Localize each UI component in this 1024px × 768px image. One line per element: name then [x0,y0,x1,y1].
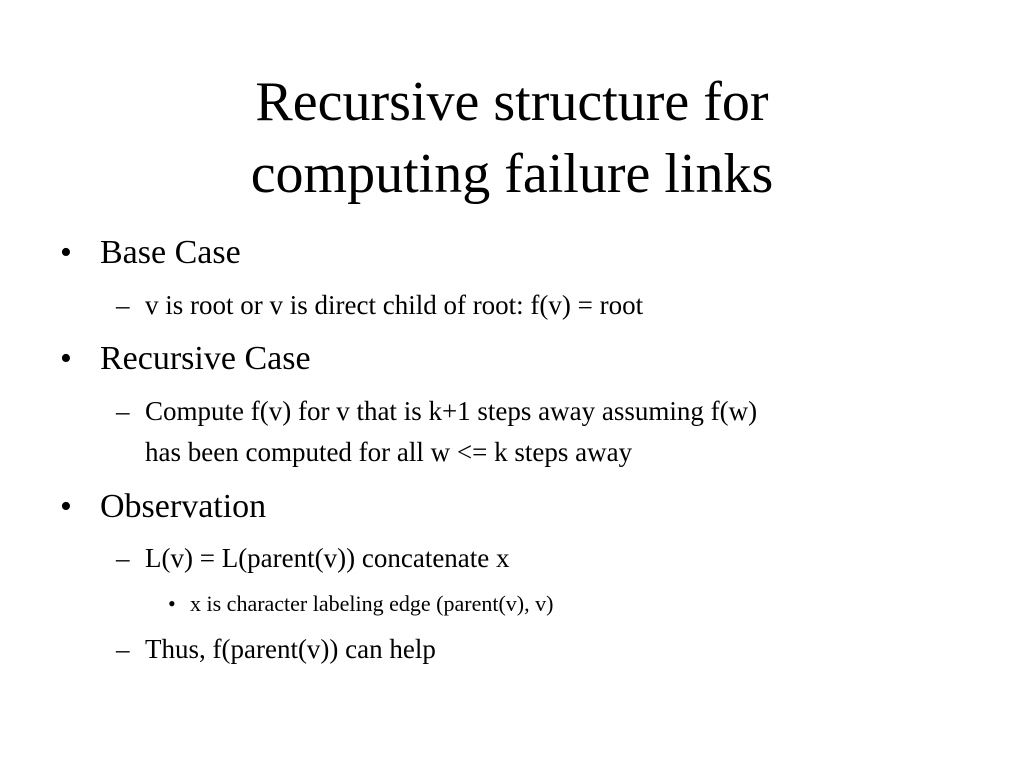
slide-title [0,66,1024,210]
bullet-text: Observation [100,488,267,525]
title-line-1: Recursive structure for [255,71,769,133]
sub-bullet-text: Compute f(v) for v that is k+1 steps away assuming f(w) [145,396,758,426]
bullet-marker: • [60,488,72,525]
dash-marker: – [116,543,130,573]
bullet-text: Recursive Case [100,340,311,377]
bullet-marker: • [60,340,72,377]
dash-marker: – [116,290,130,320]
sub-bullet-text: v is root or v is direct child of root: f(v) = root [145,290,644,320]
bullet-text: Base Case [100,234,241,271]
sub-sub-bullet-text: x is character labeling edge (parent(v), v) [190,591,554,616]
sub-bullet-text: Thus, f(parent(v)) can help [145,634,436,664]
sub-bullet-text: L(v) = L(parent(v)) concatenate x [145,543,510,573]
title-line-2: computing failure links [250,143,774,205]
bullet-marker-small: • [168,591,176,616]
dash-marker: – [116,396,130,426]
sub-bullet-continuation-text: has been computed for all w <= k steps away [145,437,633,467]
dash-marker: – [116,634,130,664]
bullet-marker: • [60,234,72,271]
